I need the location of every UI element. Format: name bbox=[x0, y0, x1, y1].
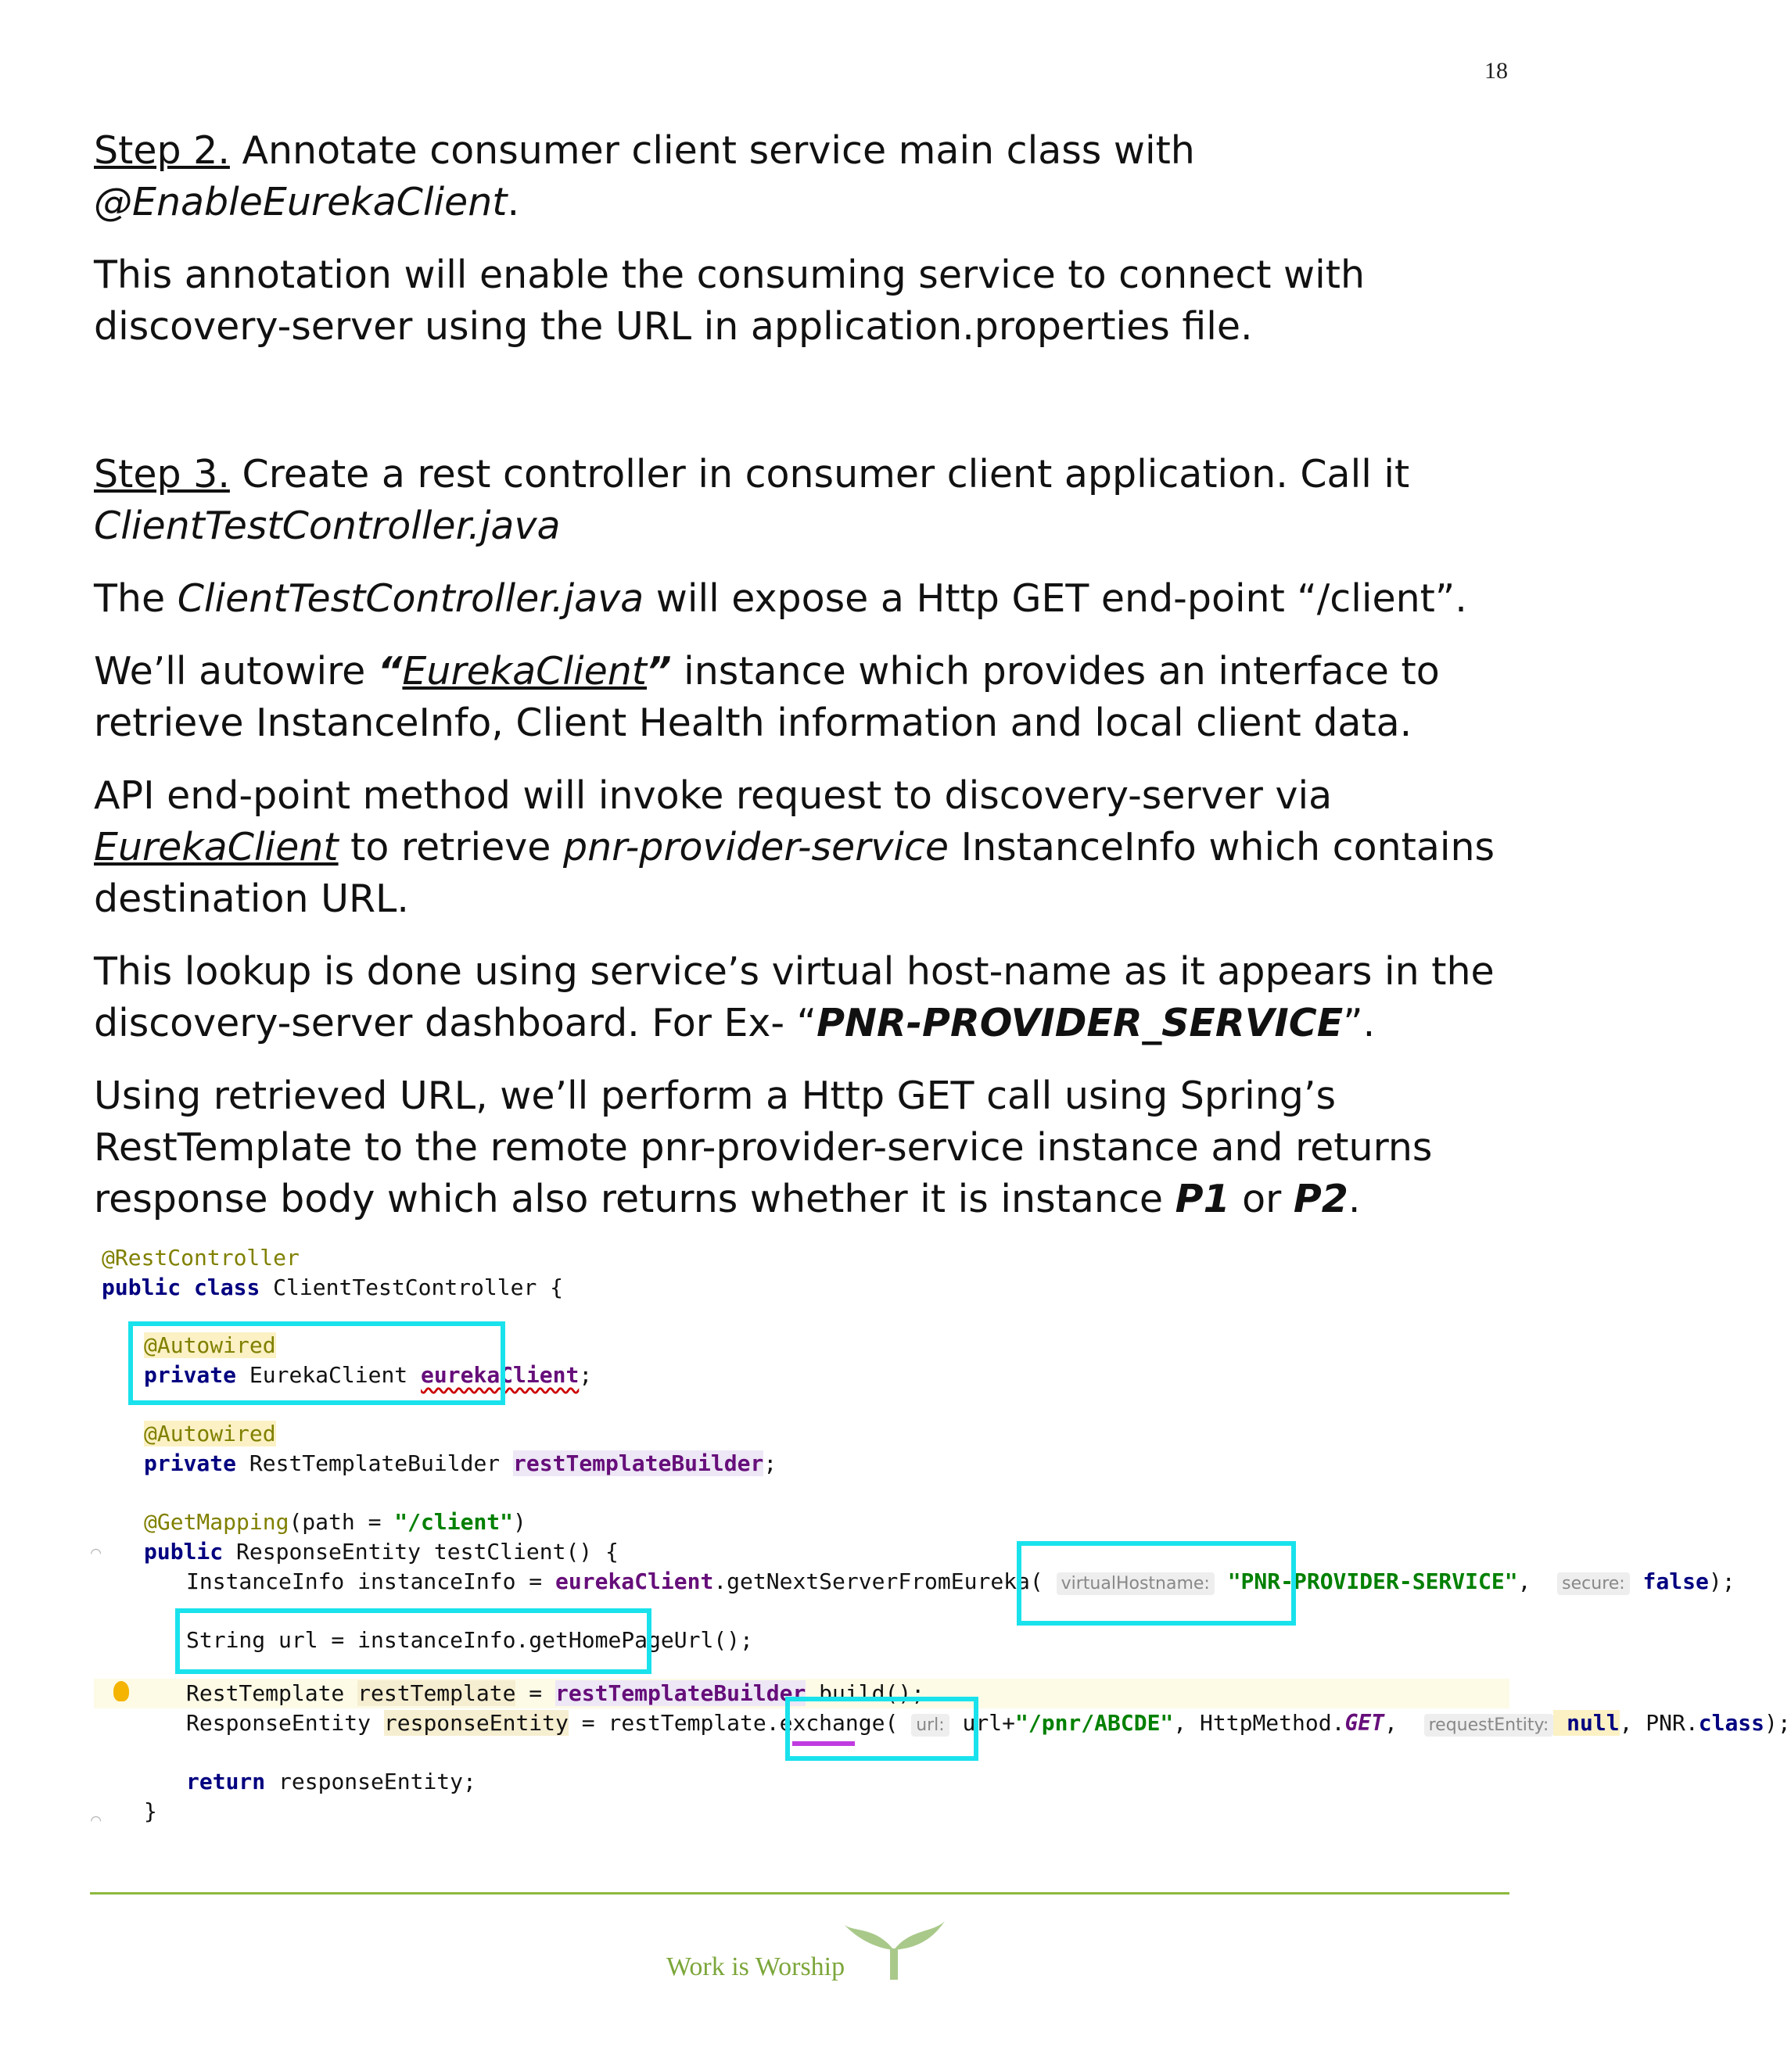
code-text: ) bbox=[513, 1509, 526, 1535]
semicolon: ; bbox=[579, 1362, 593, 1388]
type-name: EurekaClient bbox=[236, 1362, 422, 1388]
code-text: , bbox=[1384, 1710, 1424, 1736]
eureka-client-ref: eurekaClient bbox=[555, 1568, 714, 1594]
step2-end: . bbox=[507, 180, 520, 224]
code-line bbox=[102, 1273, 563, 1303]
api-post: InstanceInfo which contains destination URL. bbox=[94, 825, 1495, 921]
sprout-logo-icon bbox=[843, 1917, 945, 1980]
code-text: = restTemplate.exchange( bbox=[568, 1710, 912, 1736]
keyword: false bbox=[1629, 1568, 1709, 1594]
code-line bbox=[186, 1567, 1735, 1597]
autowire-quote-open: “ bbox=[377, 649, 403, 694]
variable: restTemplate bbox=[357, 1680, 516, 1706]
rest-template-builder-field: restTemplateBuilder bbox=[513, 1450, 764, 1476]
code-text: ); bbox=[1764, 1710, 1791, 1736]
autowired-annotation: @Autowired bbox=[144, 1332, 276, 1358]
code-line bbox=[186, 1708, 1791, 1738]
api-paragraph bbox=[94, 770, 1517, 925]
expose-post: will expose a Http GET end-point “/client”. bbox=[644, 576, 1467, 621]
using-or: or bbox=[1229, 1177, 1294, 1221]
autowire-name: EurekaClient bbox=[402, 649, 647, 694]
keyword: public bbox=[144, 1539, 224, 1565]
expose-pre: The bbox=[94, 576, 178, 621]
keyword: null bbox=[1553, 1710, 1620, 1736]
keyword: private bbox=[144, 1362, 237, 1388]
step2-paragraph bbox=[94, 125, 1517, 228]
api-pre: API end-point method will invoke request to discovery-server via bbox=[94, 773, 1333, 818]
path-string: "/pnr/ABCDE" bbox=[1015, 1710, 1174, 1736]
param-hint: virtualHostname: bbox=[1057, 1572, 1215, 1595]
semicolon: ; bbox=[763, 1450, 777, 1476]
code-text: RestTemplate bbox=[186, 1680, 358, 1706]
lookup-name: PNR-PROVIDER_SERVICE bbox=[817, 1001, 1344, 1045]
expose-file: ClientTestController.java bbox=[177, 576, 644, 621]
code-screenshot bbox=[91, 1239, 1791, 1841]
code-line bbox=[144, 1419, 276, 1449]
rest-template-builder-ref: restTemplateBuilder bbox=[555, 1680, 806, 1706]
code-text: (path = bbox=[289, 1509, 395, 1535]
code-text: , HttpMethod. bbox=[1173, 1710, 1345, 1736]
footer-divider bbox=[90, 1892, 1509, 1895]
type-name: RestTemplateBuilder bbox=[236, 1450, 514, 1476]
fold-marker-icon: ⌒ bbox=[91, 1543, 102, 1562]
code-text: responseEntity; bbox=[265, 1769, 476, 1794]
eureka-client-field: eurekaClient bbox=[421, 1362, 580, 1388]
param-hint: requestEntity: bbox=[1424, 1714, 1554, 1737]
code-text: .getNextServerFromEureka( bbox=[713, 1568, 1057, 1594]
code-text: .build(); bbox=[806, 1680, 925, 1706]
lightbulb-icon bbox=[113, 1681, 129, 1701]
autowire-pre: We’ll autowire bbox=[94, 649, 378, 694]
step2-label: Step 2. bbox=[94, 128, 230, 173]
path-string: "/client" bbox=[394, 1509, 514, 1535]
keyword: private bbox=[144, 1450, 237, 1476]
step2-annotation: @EnableEurekaClient bbox=[94, 180, 508, 224]
underline-mark bbox=[792, 1741, 855, 1746]
lookup-pre: This lookup is done using service’s virtual host-name as it appears in the discovery-server dashboard. For Ex- “ bbox=[94, 949, 1495, 1045]
lookup-post: ”. bbox=[1343, 1001, 1376, 1045]
highlight-box-service-name bbox=[1017, 1541, 1296, 1626]
code-line bbox=[144, 1537, 619, 1567]
keyword: class bbox=[194, 1274, 260, 1300]
closing-brace: } bbox=[144, 1798, 157, 1824]
code-text: url+ bbox=[949, 1710, 1015, 1736]
using-paragraph bbox=[94, 1070, 1517, 1225]
footer-text: Work is Worship bbox=[666, 1952, 845, 1981]
autowire-post: instance which provides an interface to retrieve InstanceInfo, Client Health information and local client data. bbox=[94, 649, 1440, 745]
keyword: public bbox=[102, 1274, 181, 1300]
code-text: , PNR. bbox=[1619, 1710, 1699, 1736]
step2-text: Annotate consumer client service main class with bbox=[229, 128, 1195, 173]
step2-description: This annotation will enable the consuming service to connect with discovery-server using the URL in application.properties file. bbox=[94, 253, 1366, 349]
code-text: ); bbox=[1708, 1568, 1735, 1594]
code-line bbox=[102, 1243, 300, 1273]
method-signature: ResponseEntity testClient() { bbox=[223, 1539, 619, 1565]
code-line bbox=[144, 1507, 526, 1537]
keyword: return bbox=[186, 1769, 266, 1794]
http-method-constant: GET bbox=[1344, 1710, 1385, 1736]
param-hint: secure: bbox=[1557, 1572, 1630, 1595]
using-p2: P2 bbox=[1293, 1177, 1348, 1221]
using-pre: Using retrieved URL, we’ll perform a Http GET call using Spring’s RestTemplate to the remote pnr-provider-service instance and returns response body which also returns whether it is instance bbox=[94, 1074, 1433, 1221]
highlight-box-get-url bbox=[175, 1608, 651, 1674]
step3-file: ClientTestController.java bbox=[94, 504, 561, 548]
code-text: ResponseEntity bbox=[186, 1710, 384, 1736]
step3-paragraph bbox=[94, 449, 1517, 552]
using-p1: P1 bbox=[1175, 1177, 1230, 1221]
fold-marker-icon: ⌒ bbox=[91, 1810, 102, 1830]
code-line bbox=[144, 1797, 157, 1826]
api-client: EurekaClient bbox=[94, 825, 339, 869]
autowired-annotation: @Autowired bbox=[144, 1421, 276, 1446]
service-name-string: "PNR-PROVIDER-SERVICE" bbox=[1214, 1568, 1518, 1594]
highlight-box-exchange-url bbox=[785, 1697, 978, 1761]
getmapping-annotation: @GetMapping bbox=[144, 1509, 289, 1535]
param-hint: url: bbox=[911, 1714, 949, 1737]
document-body bbox=[94, 125, 1517, 1246]
lookup-paragraph bbox=[94, 946, 1517, 1049]
variable: responseEntity bbox=[383, 1710, 569, 1736]
code-text: = bbox=[515, 1680, 556, 1706]
highlight-box-autowired-eureka bbox=[128, 1321, 505, 1405]
code-line bbox=[144, 1449, 777, 1479]
code-text: , bbox=[1517, 1568, 1558, 1594]
expose-paragraph bbox=[94, 573, 1517, 625]
code-text: InstanceInfo instanceInfo = bbox=[186, 1568, 556, 1594]
step3-label: Step 3. bbox=[94, 452, 230, 496]
api-service: pnr-provider-service bbox=[562, 825, 949, 869]
rest-controller-annotation: @RestController bbox=[102, 1245, 300, 1271]
autowire-paragraph bbox=[94, 646, 1517, 749]
step3-text: Create a rest controller in consumer client application. Call it bbox=[229, 452, 1410, 496]
class-declaration: ClientTestController { bbox=[260, 1274, 564, 1300]
autowire-quote-close: ” bbox=[647, 649, 672, 694]
using-end: . bbox=[1348, 1177, 1361, 1221]
keyword: class bbox=[1698, 1710, 1765, 1736]
code-line bbox=[186, 1767, 476, 1797]
get-url-statement: String url = instanceInfo.getHomePageUrl(); bbox=[186, 1627, 753, 1653]
page-number: 18 bbox=[1484, 58, 1508, 84]
api-mid: to retrieve bbox=[338, 825, 563, 869]
